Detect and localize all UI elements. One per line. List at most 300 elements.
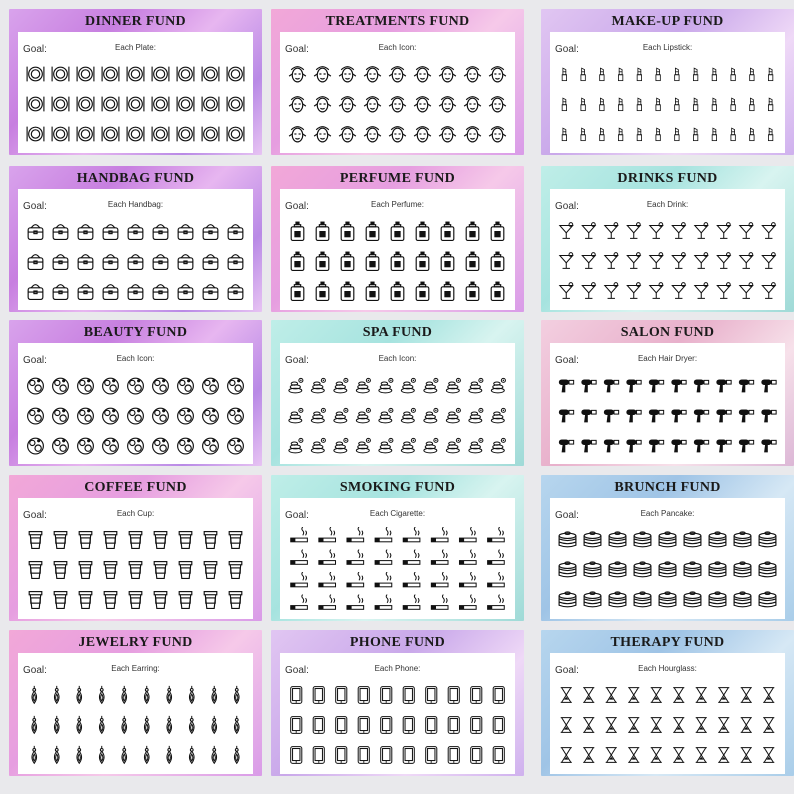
cocktail-icon — [627, 253, 640, 269]
cigarette-icon — [319, 595, 336, 610]
phone-icon — [448, 717, 459, 734]
pancake-icon — [734, 532, 751, 547]
cigarette-icon — [319, 527, 336, 542]
phone-icon — [358, 717, 369, 734]
pancake-icon — [709, 562, 726, 577]
earring-icon — [189, 716, 194, 734]
each-icon-label: Each Cigarette: — [369, 509, 426, 518]
beauty-icon — [153, 438, 169, 454]
coffee-cup-icon — [204, 532, 217, 549]
plate-icon — [177, 97, 194, 112]
beauty-icon — [103, 408, 119, 424]
hair-dryer-icon — [694, 379, 709, 392]
face-mask-icon — [289, 67, 306, 82]
hair-dryer-icon — [581, 409, 596, 422]
plate-icon — [227, 67, 244, 82]
coffee-cup-icon — [204, 592, 217, 609]
smoking-fund-card — [271, 475, 524, 621]
pancake-icon — [759, 532, 776, 547]
hourglass-icon — [763, 718, 774, 733]
pancake-icon — [684, 592, 701, 607]
lipstick-icon — [618, 98, 622, 111]
phone-fund-card — [271, 630, 524, 776]
plate-icon — [102, 97, 119, 112]
goal-label: Goal: — [555, 201, 579, 212]
hourglass-icon — [718, 688, 729, 703]
coffee-cup-icon — [104, 532, 117, 549]
each-icon-label: Each Pancake: — [640, 509, 695, 518]
hourglass-icon — [583, 748, 594, 763]
cigarette-icon — [431, 595, 448, 610]
face-mask-icon — [339, 67, 356, 82]
face-mask-icon — [414, 97, 431, 112]
hair-dryer-icon — [559, 379, 574, 392]
tracker-panel — [18, 653, 253, 774]
cigarette-icon — [403, 595, 420, 610]
plate-icon — [52, 67, 69, 82]
earring-icon — [77, 746, 82, 764]
hair-dryer-icon — [761, 409, 776, 422]
cigarette-icon — [291, 572, 308, 587]
hourglass-icon — [673, 748, 684, 763]
each-icon-label: Each Phone: — [374, 664, 421, 673]
each-icon-label: Each Earring: — [111, 664, 160, 673]
hourglass-icon — [606, 718, 617, 733]
cigarette-icon — [488, 595, 505, 610]
handbag-icon — [78, 255, 93, 270]
handbag-fund-card — [9, 166, 262, 312]
icon-tracker-grid[interactable] — [555, 59, 780, 149]
lipstick-icon — [637, 98, 641, 111]
plate-icon — [102, 67, 119, 82]
earring-icon — [212, 716, 217, 734]
pancake-icon — [659, 592, 676, 607]
cocktail-icon — [605, 253, 618, 269]
goal-label: Goal: — [285, 44, 309, 55]
icon-tracker-grid[interactable] — [285, 370, 510, 460]
each-icon-label: Each Cup: — [116, 509, 155, 518]
lipstick-icon — [750, 128, 754, 141]
handbag-icon — [78, 225, 93, 240]
goal-label: Goal: — [23, 44, 47, 55]
hair-dryer-icon — [626, 409, 641, 422]
cigarette-icon — [347, 550, 364, 565]
beauty-icon — [178, 438, 194, 454]
cocktail-icon — [605, 283, 618, 299]
lipstick-icon — [581, 98, 585, 111]
hourglass-icon — [561, 688, 572, 703]
face-mask-icon — [289, 97, 306, 112]
pancake-icon — [734, 592, 751, 607]
plate-icon — [27, 97, 44, 112]
phone-icon — [381, 717, 392, 734]
cocktail-icon — [672, 253, 685, 269]
hourglass-icon — [696, 748, 707, 763]
cigarette-icon — [375, 572, 392, 587]
therapy-fund-card — [541, 630, 794, 776]
coffee-cup-icon — [104, 562, 117, 579]
pancake-icon — [559, 562, 576, 577]
face-mask-icon — [364, 67, 381, 82]
lipstick-icon — [731, 68, 735, 81]
beauty-icon — [178, 408, 194, 424]
tracker-panel — [18, 498, 253, 619]
face-mask-icon — [389, 67, 406, 82]
cigarette-icon — [431, 572, 448, 587]
icon-tracker-grid[interactable] — [23, 525, 248, 615]
cocktail-icon — [582, 283, 595, 299]
cocktail-icon — [695, 223, 708, 239]
earring-icon — [234, 716, 239, 734]
spa-stones-icon — [356, 378, 370, 393]
spa-stones-icon — [446, 378, 460, 393]
cocktail-icon — [740, 283, 753, 299]
face-mask-icon — [339, 127, 356, 142]
spa-stones-icon — [334, 378, 348, 393]
lipstick-icon — [656, 68, 660, 81]
face-mask-icon — [489, 97, 506, 112]
spa-stones-icon — [356, 438, 370, 453]
handbag-icon — [53, 285, 68, 300]
lipstick-icon — [675, 98, 679, 111]
hourglass-icon — [628, 718, 639, 733]
plate-icon — [177, 127, 194, 142]
hair-dryer-icon — [694, 409, 709, 422]
beauty-icon — [178, 378, 194, 394]
spa-stones-icon — [401, 378, 415, 393]
earring-icon — [54, 716, 59, 734]
tracker-panel — [18, 343, 253, 464]
spa-stones-icon — [446, 438, 460, 453]
icon-tracker-grid[interactable] — [555, 370, 780, 460]
beauty-fund-card — [9, 320, 262, 466]
handbag-icon — [153, 225, 168, 240]
fund-title: DRINKS FUND — [617, 171, 718, 186]
perfume-fund-card — [271, 166, 524, 312]
phone-icon — [426, 687, 437, 704]
face-mask-icon — [489, 127, 506, 142]
lipstick-icon — [693, 98, 697, 111]
cocktail-icon — [560, 283, 573, 299]
hair-dryer-icon — [739, 439, 754, 452]
coffee-fund-card — [9, 475, 262, 621]
lipstick-icon — [581, 128, 585, 141]
phone-icon — [358, 687, 369, 704]
hair-dryer-icon — [581, 379, 596, 392]
spa-stones-icon — [311, 438, 325, 453]
cigarette-icon — [403, 527, 420, 542]
icon-tracker-grid[interactable] — [555, 680, 780, 770]
perfume-icon — [491, 222, 504, 241]
beauty-icon — [128, 438, 144, 454]
plate-icon — [202, 97, 219, 112]
spa-stones-icon — [424, 378, 438, 393]
perfume-icon — [341, 282, 354, 301]
handbag-icon — [53, 225, 68, 240]
each-icon-label: Each Perfume: — [371, 200, 424, 209]
beauty-icon — [103, 438, 119, 454]
face-mask-icon — [389, 127, 406, 142]
plate-icon — [127, 127, 144, 142]
earring-icon — [99, 716, 104, 734]
lipstick-icon — [768, 98, 772, 111]
beauty-icon — [78, 438, 94, 454]
pancake-icon — [609, 532, 626, 547]
cigarette-icon — [488, 550, 505, 565]
coffee-cup-icon — [54, 592, 67, 609]
perfume-icon — [366, 252, 379, 271]
cigarette-icon — [319, 572, 336, 587]
cocktail-icon — [695, 253, 708, 269]
plate-icon — [77, 67, 94, 82]
pancake-icon — [609, 562, 626, 577]
earring-icon — [167, 746, 172, 764]
phone-icon — [381, 747, 392, 764]
earring-icon — [32, 686, 37, 704]
lipstick-icon — [768, 128, 772, 141]
hair-dryer-icon — [626, 379, 641, 392]
pancake-icon — [559, 592, 576, 607]
face-mask-icon — [314, 67, 331, 82]
lipstick-icon — [637, 68, 641, 81]
cocktail-icon — [560, 223, 573, 239]
earring-icon — [77, 686, 82, 704]
earring-icon — [189, 686, 194, 704]
drinks-fund-card — [541, 166, 794, 312]
handbag-icon — [128, 225, 143, 240]
fund-title: DINNER FUND — [85, 14, 186, 29]
phone-icon — [426, 747, 437, 764]
cigarette-icon — [291, 595, 308, 610]
icon-tracker-grid[interactable] — [555, 216, 780, 306]
spa-stones-icon — [491, 438, 505, 453]
phone-icon — [471, 747, 482, 764]
goal-label: Goal: — [285, 510, 309, 521]
spa-stones-icon — [446, 408, 460, 423]
plate-icon — [227, 127, 244, 142]
lipstick-icon — [712, 68, 716, 81]
cigarette-icon — [291, 550, 308, 565]
handbag-icon — [103, 285, 118, 300]
beauty-icon — [28, 438, 44, 454]
face-mask-icon — [414, 67, 431, 82]
perfume-icon — [466, 222, 479, 241]
perfume-icon — [291, 252, 304, 271]
beauty-icon — [28, 378, 44, 394]
fund-title: COFFEE FUND — [84, 480, 187, 495]
lipstick-icon — [581, 68, 585, 81]
cocktail-icon — [627, 283, 640, 299]
goal-label: Goal: — [555, 510, 579, 521]
cigarette-icon — [403, 550, 420, 565]
pancake-icon — [734, 562, 751, 577]
perfume-icon — [366, 222, 379, 241]
cigarette-icon — [459, 550, 476, 565]
plate-icon — [227, 97, 244, 112]
perfume-icon — [416, 222, 429, 241]
goal-label: Goal: — [23, 355, 47, 366]
jewelry-fund-card — [9, 630, 262, 776]
plate-icon — [52, 97, 69, 112]
pancake-icon — [584, 592, 601, 607]
phone-icon — [403, 687, 414, 704]
icon-tracker-grid[interactable] — [23, 59, 248, 149]
lipstick-icon — [675, 68, 679, 81]
hourglass-icon — [606, 688, 617, 703]
plate-icon — [152, 97, 169, 112]
icon-tracker-grid[interactable] — [285, 216, 510, 306]
fund-title: TREATMENTS FUND — [325, 14, 470, 29]
plate-icon — [27, 127, 44, 142]
pancake-icon — [634, 562, 651, 577]
perfume-icon — [491, 282, 504, 301]
lipstick-icon — [750, 68, 754, 81]
pancake-icon — [584, 532, 601, 547]
cocktail-icon — [762, 223, 775, 239]
icon-tracker-grid[interactable] — [555, 525, 780, 615]
cigarette-icon — [347, 527, 364, 542]
face-mask-icon — [389, 97, 406, 112]
perfume-icon — [466, 252, 479, 271]
cigarette-icon — [459, 595, 476, 610]
handbag-icon — [178, 285, 193, 300]
icon-tracker-grid[interactable] — [285, 680, 510, 770]
perfume-icon — [341, 222, 354, 241]
pancake-icon — [609, 592, 626, 607]
cocktail-icon — [650, 253, 663, 269]
each-icon-label: Each Drink: — [646, 200, 689, 209]
hair-dryer-icon — [739, 409, 754, 422]
icon-tracker-grid[interactable] — [23, 370, 248, 460]
each-icon-label: Each Lipstick: — [642, 43, 693, 52]
phone-icon — [313, 717, 324, 734]
spa-stones-icon — [289, 378, 303, 393]
goal-label: Goal: — [23, 665, 47, 676]
coffee-cup-icon — [229, 562, 242, 579]
cigarette-icon — [459, 572, 476, 587]
each-icon-label: Each Hair Dryer: — [637, 354, 698, 363]
earring-icon — [167, 716, 172, 734]
lipstick-icon — [618, 68, 622, 81]
hourglass-icon — [763, 748, 774, 763]
icon-tracker-grid[interactable] — [285, 525, 510, 615]
face-mask-icon — [464, 67, 481, 82]
lipstick-icon — [618, 128, 622, 141]
cocktail-icon — [717, 283, 730, 299]
coffee-cup-icon — [154, 532, 167, 549]
lipstick-icon — [712, 98, 716, 111]
phone-icon — [313, 687, 324, 704]
cocktail-icon — [717, 223, 730, 239]
goal-label: Goal: — [555, 355, 579, 366]
earring-icon — [77, 716, 82, 734]
each-icon-label: Each Icon: — [378, 354, 417, 363]
cigarette-icon — [431, 550, 448, 565]
face-mask-icon — [314, 97, 331, 112]
phone-icon — [448, 687, 459, 704]
coffee-cup-icon — [104, 592, 117, 609]
spa-stones-icon — [289, 438, 303, 453]
cocktail-icon — [582, 223, 595, 239]
handbag-icon — [53, 255, 68, 270]
hair-dryer-icon — [694, 439, 709, 452]
pancake-icon — [759, 562, 776, 577]
lipstick-icon — [656, 98, 660, 111]
spa-stones-icon — [356, 408, 370, 423]
beauty-icon — [103, 378, 119, 394]
each-icon-label: Each Icon: — [378, 43, 417, 52]
plate-icon — [52, 127, 69, 142]
beauty-icon — [228, 378, 244, 394]
cocktail-icon — [762, 253, 775, 269]
beauty-icon — [28, 408, 44, 424]
spa-stones-icon — [379, 408, 393, 423]
pancake-icon — [759, 592, 776, 607]
spa-stones-icon — [469, 378, 483, 393]
handbag-icon — [203, 225, 218, 240]
spa-stones-icon — [379, 438, 393, 453]
coffee-cup-icon — [79, 532, 92, 549]
cocktail-icon — [605, 223, 618, 239]
goal-label: Goal: — [23, 201, 47, 212]
spa-stones-icon — [379, 378, 393, 393]
spa-stones-icon — [311, 378, 325, 393]
earring-icon — [189, 746, 194, 764]
coffee-cup-icon — [54, 562, 67, 579]
icon-tracker-grid[interactable] — [23, 680, 248, 770]
cigarette-icon — [319, 550, 336, 565]
pancake-icon — [709, 532, 726, 547]
pancake-icon — [559, 532, 576, 547]
lipstick-icon — [600, 128, 604, 141]
handbag-icon — [178, 255, 193, 270]
coffee-cup-icon — [129, 562, 142, 579]
phone-icon — [381, 687, 392, 704]
hair-dryer-icon — [671, 439, 686, 452]
beauty-icon — [128, 378, 144, 394]
perfume-icon — [441, 282, 454, 301]
icon-tracker-grid[interactable] — [285, 59, 510, 149]
phone-icon — [403, 747, 414, 764]
phone-icon — [336, 687, 347, 704]
handbag-icon — [103, 225, 118, 240]
hair-dryer-icon — [559, 409, 574, 422]
earring-icon — [122, 746, 127, 764]
hourglass-icon — [741, 748, 752, 763]
handbag-icon — [228, 225, 243, 240]
tracker-panel — [280, 498, 515, 619]
cigarette-icon — [431, 527, 448, 542]
hourglass-icon — [718, 748, 729, 763]
earring-icon — [167, 686, 172, 704]
plate-icon — [177, 67, 194, 82]
icon-tracker-grid[interactable] — [23, 216, 248, 306]
cocktail-icon — [560, 253, 573, 269]
face-mask-icon — [364, 127, 381, 142]
perfume-icon — [316, 282, 329, 301]
brunch-fund-card — [541, 475, 794, 621]
tracker-panel — [280, 343, 515, 464]
plate-icon — [202, 127, 219, 142]
hourglass-icon — [561, 748, 572, 763]
perfume-icon — [341, 252, 354, 271]
earring-icon — [212, 686, 217, 704]
spa-stones-icon — [401, 438, 415, 453]
lipstick-icon — [750, 98, 754, 111]
beauty-icon — [153, 378, 169, 394]
spa-stones-icon — [401, 408, 415, 423]
earring-icon — [144, 746, 149, 764]
